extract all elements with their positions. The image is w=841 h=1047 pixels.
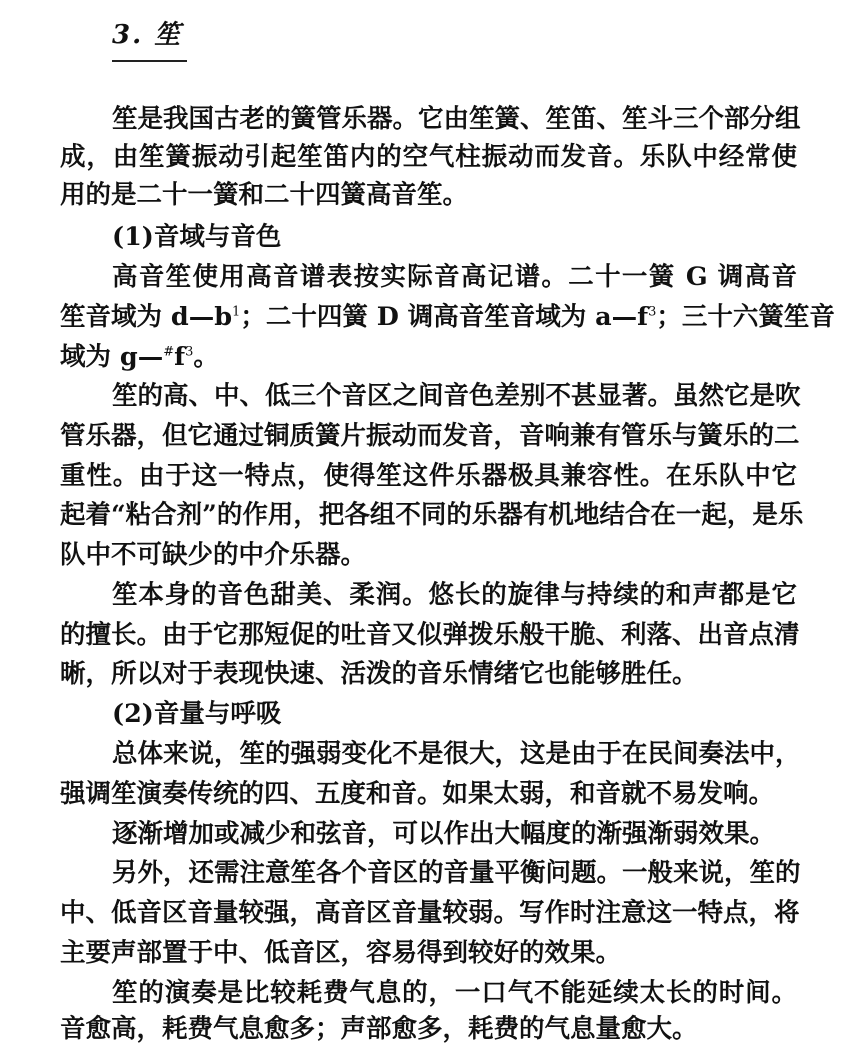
text-line: 主要声部置于中、低音区，容易得到较好的效果。 — [60, 938, 622, 968]
text-line: 队中不可缺少的中介乐器。 — [60, 540, 367, 570]
section-heading — [112, 14, 182, 51]
text-line: 笙的高、中、低三个音区之间音色差别不甚显著。虽然它是吹 — [112, 381, 801, 411]
section-title: 笙 — [154, 20, 183, 50]
section-number: 3. — [112, 20, 144, 50]
text-line: 中、低音区音量较强，高音区音量较弱。写作时注意这一特点，将 — [60, 898, 800, 928]
range-line: 笙音域为 $d—b^1$；二十四簧 D 调高音笙音域为 $a—f^3$；三十六簧笙音 — [60, 302, 835, 332]
range-line: 域为 $g—^{\#}f^3$。 — [60, 342, 219, 372]
subheading: (2)音量与呼吸 — [112, 699, 282, 729]
text-line: 成，由笙簧振动引起笙笛内的空气柱振动而发音。乐队中经常使 — [60, 142, 797, 172]
text-line: 笙的演奏是比较耗费气息的，一口气不能延续太长的时间。 — [112, 978, 797, 1008]
text-line: 管乐器，但它通过铜质簧片振动而发音，音响兼有管乐与簧乐的二 — [60, 421, 800, 451]
text-line: 高音笙使用高音谱表按实际音高记谱。二十一簧 G 调高音 — [112, 262, 797, 292]
text-line: 起着“粘合剂”的作用，把各组不同的乐器有机地结合在一起，是乐 — [60, 500, 804, 530]
text-line: 重性。由于这一特点，使得笙这件乐器极具兼容性。在乐队中它 — [60, 461, 797, 491]
text-line: 笙是我国古老的簧管乐器。它由笙簧、笙笛、笙斗三个部分组 — [112, 104, 801, 134]
subheading: (1)音域与音色 — [112, 222, 282, 252]
text-line: 的擅长。由于它那短促的吐音又似弹拨乐般干脆、利落、出音点清 — [60, 620, 800, 650]
heading-underline — [112, 60, 187, 62]
text-line: 总体来说，笙的强弱变化不是很大，这是由于在民间奏法中， — [112, 739, 801, 769]
text-line: 另外，还需注意笙各个音区的音量平衡问题。一般来说，笙的 — [112, 858, 801, 888]
text-line: 笙本身的音色甜美、柔润。悠长的旋律与持续的和声都是它 — [112, 580, 797, 610]
text-line: 强调笙演奏传统的四、五度和音。如果太弱，和音就不易发响。 — [60, 779, 775, 809]
text-line: 音愈高，耗费气息愈多；声部愈多，耗费的气息量愈大。 — [60, 1014, 698, 1044]
text-line: 逐渐增加或减少和弦音，可以作出大幅度的渐强渐弱效果。 — [112, 819, 776, 849]
text-line: 用的是二十一簧和二十四簧高音笙。 — [60, 180, 469, 210]
text-line: 晰，所以对于表现快速、活泼的音乐情绪它也能够胜任。 — [60, 659, 698, 689]
